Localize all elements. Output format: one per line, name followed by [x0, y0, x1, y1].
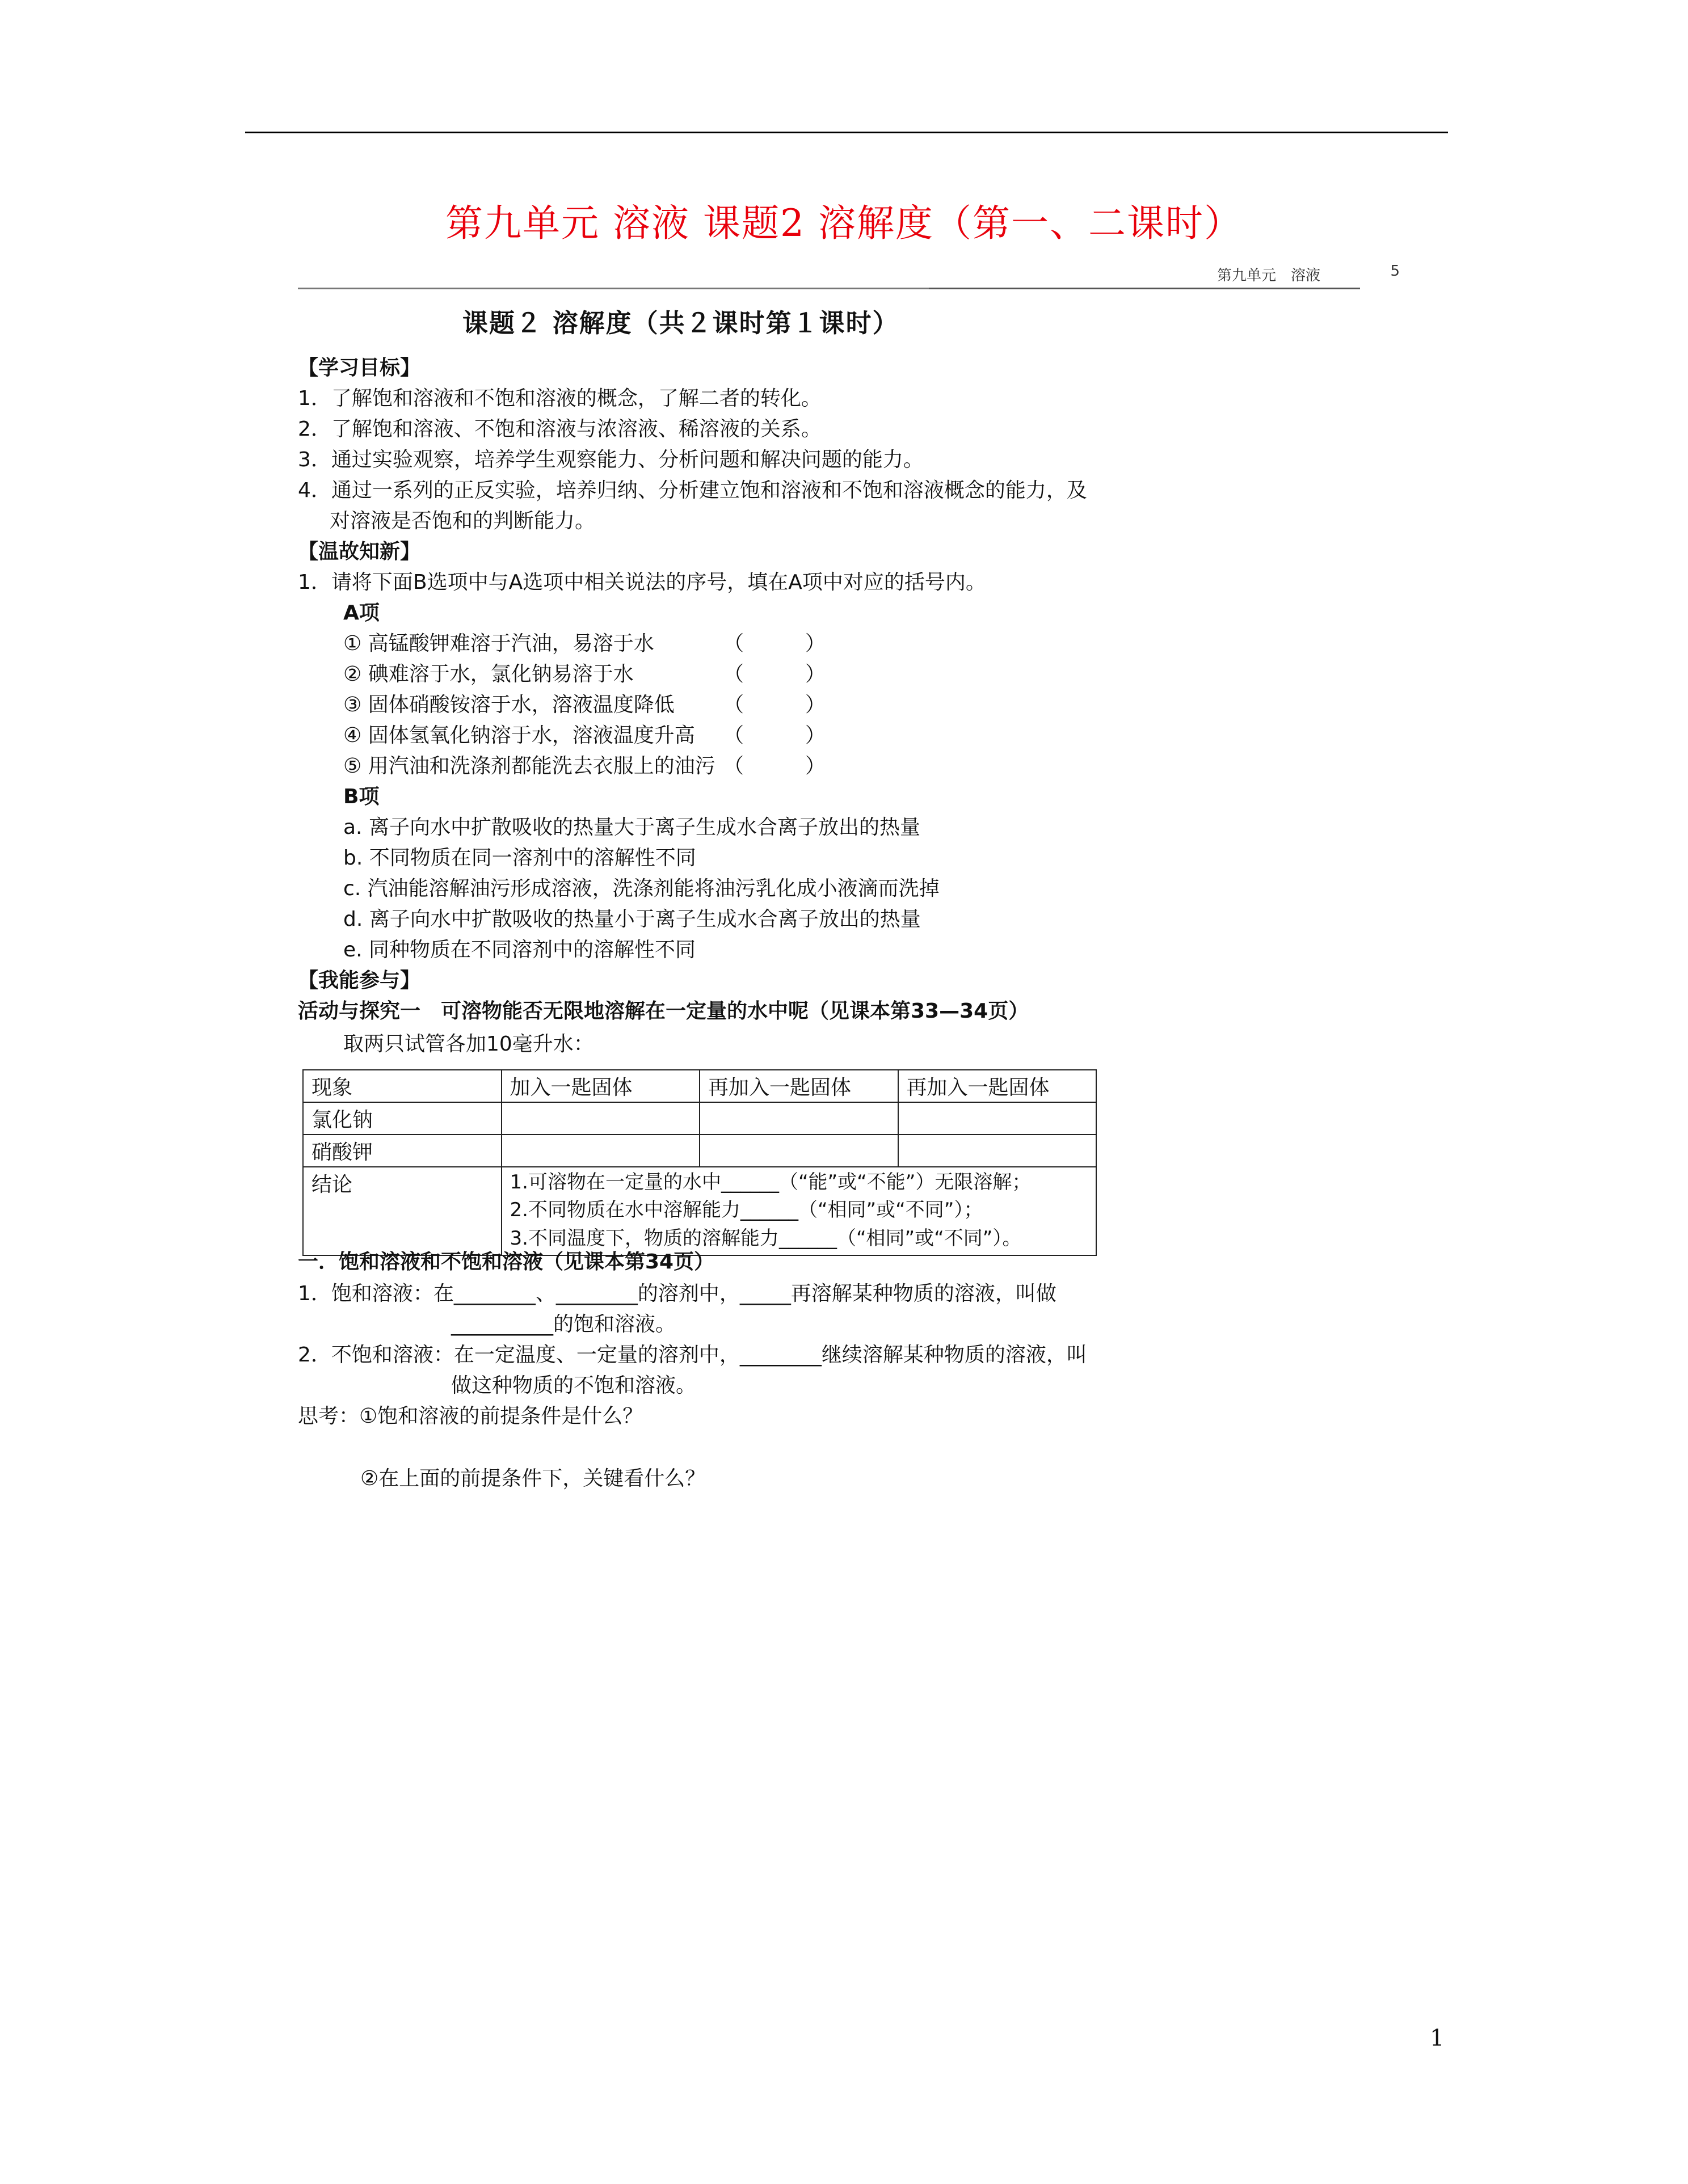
conclusion-line: 3.不同温度下，物质的溶解能力______（“相同”或“不同”）。: [510, 1226, 1022, 1250]
a-item-text: ⑤ 用汽油和洗涤剂都能洗去衣服上的油污: [343, 754, 715, 778]
goal-item: 2．了解饱和溶液、不饱和溶液与浓溶液、稀溶液的关系。: [298, 418, 822, 441]
table-header-cell: 加入一匙固体: [502, 1070, 700, 1102]
section-heading: 一．饱和溶液和不饱和溶液（见课本第34页）: [298, 1250, 715, 1274]
answer-cell[interactable]: [898, 1135, 1097, 1167]
a-items-label: A项: [343, 601, 380, 625]
b-item: e. 同种物质在不同溶剂中的溶解性不同: [343, 938, 696, 962]
table-header-row: [303, 1070, 1096, 1102]
goals-heading: 【学习目标】: [298, 356, 421, 380]
goal-item: 4．通过一系列的正反实验，培养归纳、分析建立饱和溶液和不饱和溶液概念的能力，及: [298, 479, 1087, 502]
page-number: 1: [1430, 2025, 1445, 2051]
goal-item: 1．了解饱和溶液和不饱和溶液的概念，了解二者的转化。: [298, 387, 822, 410]
answer-cell[interactable]: [502, 1135, 700, 1167]
answer-paren: （ ）: [723, 693, 826, 716]
definition-saturated-cont: __________的饱和溶液。: [451, 1313, 676, 1336]
a-item: [343, 723, 695, 748]
definition-unsaturated: 2．不饱和溶液：在一定温度、一定量的溶剂中，________继续溶解某种物质的溶液，叫: [298, 1343, 1087, 1367]
row-label: 硝酸钾: [303, 1135, 502, 1167]
conclusion-cell: [502, 1167, 1097, 1255]
b-item: a. 离子向水中扩散吸收的热量大于离子生成水合离子放出的热量: [343, 816, 920, 839]
a-item: [343, 754, 715, 778]
running-head-rule: [298, 288, 929, 289]
answer-cell[interactable]: [502, 1102, 700, 1135]
definition-unsaturated-cont: 做这种物质的不饱和溶液。: [451, 1374, 697, 1397]
table-row: [303, 1102, 1096, 1135]
participate-heading: 【我能参与】: [298, 969, 421, 992]
header-rule: [245, 132, 1448, 133]
a-item: [343, 662, 634, 686]
answer-paren: （ ）: [723, 632, 826, 655]
lesson-title: 课题２ 溶解度（共２课时第１课时）: [462, 308, 899, 338]
answer-cell[interactable]: [898, 1102, 1097, 1135]
a-item-text: ② 碘难溶于水，氯化钠易溶于水: [343, 663, 634, 686]
b-item: b. 不同物质在同一溶剂中的溶解性不同: [343, 846, 696, 870]
table-header-cell: 再加入一匙固体: [700, 1070, 898, 1102]
running-head-page: 5: [1390, 263, 1400, 280]
observation-table: [302, 1069, 1097, 1256]
conclusion-label: 结论: [303, 1167, 502, 1255]
review-question: 1．请将下面B选项中与A选项中相关说法的序号，填在A项中对应的括号内。: [298, 571, 986, 594]
think-question: 思考：①饱和溶液的前提条件是什么？: [298, 1405, 643, 1428]
table-header-cell: 再加入一匙固体: [898, 1070, 1097, 1102]
table-row: [303, 1135, 1096, 1167]
a-item-text: ④ 固体氢氧化钠溶于水，溶液温度升高: [343, 724, 695, 747]
b-items-label: B项: [343, 785, 380, 808]
conclusion-line: 1.可溶物在一定量的水中______（“能”或“不能”）无限溶解；: [510, 1171, 1032, 1194]
activity-title: 活动与探究一 可溶物能否无限地溶解在一定量的水中呢（见课本第33—34页）: [298, 1000, 1029, 1023]
answer-cell[interactable]: [700, 1102, 898, 1135]
review-heading: 【温故知新】: [298, 540, 421, 563]
conclusion-row: [303, 1167, 1096, 1255]
answer-paren: （ ）: [723, 724, 826, 747]
running-head-text: 第九单元 溶液: [1216, 267, 1320, 284]
b-item: c. 汽油能溶解油污形成溶液，洗涤剂能将油污乳化成小液滴而洗掉: [343, 877, 940, 900]
table-header-cell: 现象: [303, 1070, 502, 1102]
row-label: 氯化钠: [303, 1102, 502, 1135]
definition-saturated: 1．饱和溶液：在________、________的溶剂中，_____再溶解某种物质的溶液，叫做: [298, 1282, 1056, 1305]
a-item: [343, 693, 675, 717]
answer-cell[interactable]: [700, 1135, 898, 1167]
a-item: [343, 631, 654, 656]
goal-item: 3．通过实验观察，培养学生观察能力、分析问题和解决问题的能力。: [298, 448, 924, 471]
answer-paren: （ ）: [723, 754, 826, 778]
page-title: 第九单元 溶液 课题2 溶解度（第一、二课时）: [445, 201, 1243, 245]
a-item-text: ③ 固体硝酸铵溶于水，溶液温度降低: [343, 693, 675, 716]
running-head: [929, 258, 1400, 289]
goal-item: 对溶液是否饱和的判断能力。: [330, 509, 596, 533]
answer-paren: （ ）: [723, 663, 826, 686]
think-question: ②在上面的前提条件下，关键看什么？: [360, 1467, 706, 1490]
conclusion-line: 2.不同物质在水中溶解能力______（“相同”或“不同”）；: [510, 1199, 983, 1222]
b-item: d. 离子向水中扩散吸收的热量小于离子生成水合离子放出的热量: [343, 908, 921, 931]
activity-intro: 取两只试管各加10毫升水：: [343, 1032, 594, 1056]
a-item-text: ① 高锰酸钾难溶于汽油，易溶于水: [343, 632, 654, 655]
